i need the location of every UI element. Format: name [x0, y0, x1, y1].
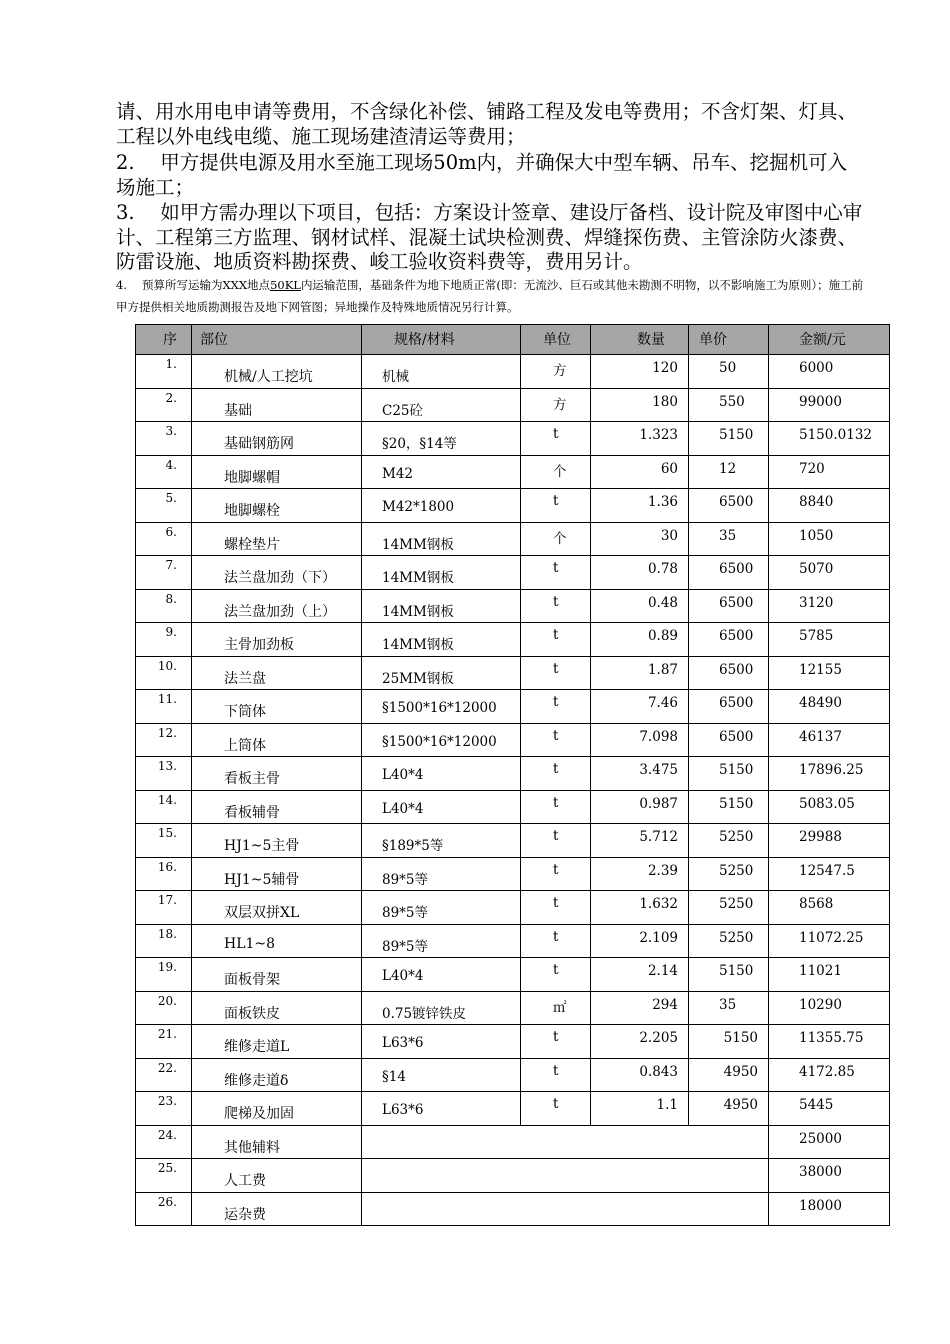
cell-seq: 15. — [136, 824, 192, 858]
cell-unit: t — [521, 422, 591, 456]
cell-part: HL1~8 — [192, 924, 362, 958]
cell-unit: t — [521, 556, 591, 590]
cell-seq: 16. — [136, 857, 192, 891]
cell-part: 面板骨架 — [192, 958, 362, 992]
cell-seq: 10. — [136, 656, 192, 690]
paragraph-item-3: 3. 如甲方需办理以下项目，包括：方案设计签章、建设厅备档、设计院及审图中心审计、工程第三方监理、钢材试样、混凝土试块检测费、焊缝探伤费、主管涂防火漆费、防雷设施、地质资料勘探费、峻工验收资料费等，费用另计。 — [116, 201, 863, 273]
cell-amount: 5070 — [769, 556, 890, 590]
cell-spec: L63*6 — [362, 1025, 521, 1059]
item-number: 4. — [116, 278, 127, 292]
cell-qty: 30 — [591, 522, 689, 556]
cell-qty: 2.109 — [591, 924, 689, 958]
cell-seq: 5. — [136, 489, 192, 523]
cell-qty: 5.712 — [591, 824, 689, 858]
table-row — [136, 690, 890, 724]
cell-price: 6500 — [689, 723, 769, 757]
cell-price: 5150 — [689, 422, 769, 456]
cell-unit: t — [521, 656, 591, 690]
cell-price: 4950 — [689, 1058, 769, 1092]
cell-amount: 99000 — [769, 388, 890, 422]
table-row — [136, 1159, 890, 1193]
cell-price: 5250 — [689, 857, 769, 891]
cell-qty: 3.475 — [591, 757, 689, 791]
cell-amount: 8840 — [769, 489, 890, 523]
header-spec: 规格/材料 — [362, 325, 521, 355]
cell-seq: 2. — [136, 388, 192, 422]
cell-spec: 14MM钢板 — [362, 556, 521, 590]
cell-merged-empty — [362, 1159, 769, 1193]
cell-price: 5150 — [689, 790, 769, 824]
table-row — [136, 623, 890, 657]
cell-seq: 24. — [136, 1125, 192, 1159]
cell-seq: 21. — [136, 1025, 192, 1059]
cell-amount: 3120 — [769, 589, 890, 623]
cell-spec: 14MM钢板 — [362, 623, 521, 657]
cell-part: HJ1~5主骨 — [192, 824, 362, 858]
cell-price: 35 — [689, 991, 769, 1025]
table-row — [136, 556, 890, 590]
cell-price: 550 — [689, 388, 769, 422]
cell-part: 运杂费 — [192, 1192, 362, 1226]
cell-seq: 6. — [136, 522, 192, 556]
header-part: 部位 — [192, 325, 362, 355]
cell-unit: t — [521, 924, 591, 958]
cell-unit: t — [521, 489, 591, 523]
table-row — [136, 455, 890, 489]
cell-spec: §1500*16*12000 — [362, 723, 521, 757]
cell-amount: 5785 — [769, 623, 890, 657]
cell-seq: 25. — [136, 1159, 192, 1193]
table-row — [136, 388, 890, 422]
cell-unit: t — [521, 589, 591, 623]
cell-amount: 11021 — [769, 958, 890, 992]
budget-table — [135, 324, 890, 1226]
cell-qty: 2.39 — [591, 857, 689, 891]
table-row — [136, 489, 890, 523]
cell-seq: 8. — [136, 589, 192, 623]
cell-qty: 120 — [591, 355, 689, 389]
cell-price: 6500 — [689, 623, 769, 657]
note-text-b: 内运输范围，基础条件为地下地质正常(即：无流沙、巨石或其他未勘测不明物，以不影响施工为原则）；施工前甲方提供相关地质勘测报告及地下网管图；异地操作及特殊地质情况另行计算。 — [116, 278, 864, 314]
cell-unit: t — [521, 1025, 591, 1059]
cell-part: 其他辅料 — [192, 1125, 362, 1159]
cell-price: 5150 — [689, 1025, 769, 1059]
cell-seq: 20. — [136, 991, 192, 1025]
cell-seq: 3. — [136, 422, 192, 456]
cell-qty: 7.098 — [591, 723, 689, 757]
cell-amount: 720 — [769, 455, 890, 489]
cell-spec: §1500*16*12000 — [362, 690, 521, 724]
cell-part: 面板铁皮 — [192, 991, 362, 1025]
cell-qty: 0.843 — [591, 1058, 689, 1092]
table-row — [136, 1058, 890, 1092]
cell-seq: 4. — [136, 455, 192, 489]
cell-spec: C25砼 — [362, 388, 521, 422]
cell-qty: 180 — [591, 388, 689, 422]
cell-amount: 11072.25 — [769, 924, 890, 958]
cell-part: 人工费 — [192, 1159, 362, 1193]
cell-unit: t — [521, 757, 591, 791]
cell-qty: 1.323 — [591, 422, 689, 456]
note-text-a: 预算所写运输为XXX地点 — [142, 278, 271, 292]
cell-qty: 1.632 — [591, 891, 689, 925]
table-row — [136, 891, 890, 925]
cell-unit: t — [521, 1058, 591, 1092]
table-row — [136, 991, 890, 1025]
cell-part: 螺栓垫片 — [192, 522, 362, 556]
table-body — [136, 355, 890, 1226]
table-row — [136, 1092, 890, 1126]
cell-seq: 22. — [136, 1058, 192, 1092]
cell-qty: 0.89 — [591, 623, 689, 657]
cell-unit: t — [521, 958, 591, 992]
table-row — [136, 522, 890, 556]
cell-unit: t — [521, 1092, 591, 1126]
cell-unit: t — [521, 790, 591, 824]
cell-amount: 29988 — [769, 824, 890, 858]
paragraph-exclusions: 请、用水用电申请等费用，不含绿化补偿、铺路工程及发电等费用；不含灯架、灯具、工程以外电线电缆、施工现场建渣清运等费用； — [116, 100, 858, 148]
table-row — [136, 958, 890, 992]
cell-part: 看板主骨 — [192, 757, 362, 791]
cell-price: 50 — [689, 355, 769, 389]
cell-seq: 19. — [136, 958, 192, 992]
cell-amount: 12547.5 — [769, 857, 890, 891]
cell-unit: t — [521, 857, 591, 891]
cell-amount: 17896.25 — [769, 757, 890, 791]
table-row — [136, 656, 890, 690]
cell-part: 爬梯及加固 — [192, 1092, 362, 1126]
header-seq: 序 — [136, 325, 192, 355]
cell-amount: 38000 — [769, 1159, 890, 1193]
table-row — [136, 422, 890, 456]
cell-spec: L63*6 — [362, 1092, 521, 1126]
cell-qty: 0.48 — [591, 589, 689, 623]
cell-seq: 13. — [136, 757, 192, 791]
cell-spec: L40*4 — [362, 958, 521, 992]
cell-part: 机械/人工挖坑 — [192, 355, 362, 389]
cell-spec: 89*5等 — [362, 924, 521, 958]
cell-spec: 0.75镀锌铁皮 — [362, 991, 521, 1025]
cell-unit: t — [521, 824, 591, 858]
cell-spec: 14MM钢板 — [362, 589, 521, 623]
cell-part: 法兰盘 — [192, 656, 362, 690]
cell-qty: 1.87 — [591, 656, 689, 690]
cell-part: 双层双拼XL — [192, 891, 362, 925]
cell-amount: 5445 — [769, 1092, 890, 1126]
table-row — [136, 589, 890, 623]
cell-spec: 25MM钢板 — [362, 656, 521, 690]
cell-merged-empty — [362, 1125, 769, 1159]
cell-amount: 46137 — [769, 723, 890, 757]
cell-price: 5250 — [689, 891, 769, 925]
cell-price: 5150 — [689, 757, 769, 791]
cell-unit: 方 — [521, 388, 591, 422]
cell-seq: 18. — [136, 924, 192, 958]
cell-qty: 2.205 — [591, 1025, 689, 1059]
cell-amount: 5150.0132 — [769, 422, 890, 456]
cell-part: 维修走道L — [192, 1025, 362, 1059]
cell-price: 6500 — [689, 656, 769, 690]
table-row — [136, 924, 890, 958]
cell-spec: L40*4 — [362, 757, 521, 791]
cell-price: 6500 — [689, 489, 769, 523]
cell-price: 6500 — [689, 556, 769, 590]
cell-price: 5150 — [689, 958, 769, 992]
cell-amount: 18000 — [769, 1192, 890, 1226]
table-row — [136, 757, 890, 791]
cell-price: 12 — [689, 455, 769, 489]
cell-spec: 89*5等 — [362, 857, 521, 891]
table-row — [136, 790, 890, 824]
cell-part: 地脚螺栓 — [192, 489, 362, 523]
cell-amount: 12155 — [769, 656, 890, 690]
cell-price: 35 — [689, 522, 769, 556]
cell-amount: 6000 — [769, 355, 890, 389]
cell-spec: §14 — [362, 1058, 521, 1092]
cell-seq: 9. — [136, 623, 192, 657]
cell-spec: M42 — [362, 455, 521, 489]
cell-amount: 1050 — [769, 522, 890, 556]
cell-part: 法兰盘加劲（下） — [192, 556, 362, 590]
table-row — [136, 1025, 890, 1059]
cell-price: 6500 — [689, 690, 769, 724]
cell-qty: 294 — [591, 991, 689, 1025]
header-amount: 金额/元 — [769, 325, 890, 355]
cell-part: 看板辅骨 — [192, 790, 362, 824]
cell-spec: L40*4 — [362, 790, 521, 824]
cell-qty: 7.46 — [591, 690, 689, 724]
cell-seq: 1. — [136, 355, 192, 389]
header-unit: 单位 — [521, 325, 591, 355]
cell-unit: 个 — [521, 522, 591, 556]
table-row — [136, 355, 890, 389]
cell-amount: 8568 — [769, 891, 890, 925]
cell-seq: 12. — [136, 723, 192, 757]
cell-part: HJ1~5辅骨 — [192, 857, 362, 891]
cell-spec: §189*5等 — [362, 824, 521, 858]
cell-price: 5250 — [689, 824, 769, 858]
header-qty: 数量 — [591, 325, 689, 355]
cell-merged-empty — [362, 1192, 769, 1226]
cell-amount: 4172.85 — [769, 1058, 890, 1092]
cell-part: 基础 — [192, 388, 362, 422]
cell-part: 维修走道δ — [192, 1058, 362, 1092]
table-header-row — [136, 325, 890, 355]
cell-seq: 23. — [136, 1092, 192, 1126]
cell-seq: 7. — [136, 556, 192, 590]
note-distance: 50KL — [270, 278, 301, 292]
paragraph-item-4 — [116, 274, 866, 318]
cell-amount: 25000 — [769, 1125, 890, 1159]
cell-unit: t — [521, 623, 591, 657]
cell-amount: 10290 — [769, 991, 890, 1025]
cell-qty: 2.14 — [591, 958, 689, 992]
cell-unit: ㎡ — [521, 991, 591, 1025]
table-row — [136, 857, 890, 891]
cell-seq: 17. — [136, 891, 192, 925]
cell-spec: 89*5等 — [362, 891, 521, 925]
cell-part: 基础钢筋网 — [192, 422, 362, 456]
cell-amount: 5083.05 — [769, 790, 890, 824]
cell-price: 5250 — [689, 924, 769, 958]
cell-seq: 11. — [136, 690, 192, 724]
cell-unit: t — [521, 723, 591, 757]
table-row — [136, 824, 890, 858]
cell-spec: M42*1800 — [362, 489, 521, 523]
cell-unit: t — [521, 690, 591, 724]
cell-qty: 0.78 — [591, 556, 689, 590]
cell-unit: t — [521, 891, 591, 925]
cell-seq: 14. — [136, 790, 192, 824]
cell-spec: 机械 — [362, 355, 521, 389]
header-price: 单价 — [689, 325, 769, 355]
cell-amount: 48490 — [769, 690, 890, 724]
cell-qty: 1.36 — [591, 489, 689, 523]
cell-part: 地脚螺帽 — [192, 455, 362, 489]
cell-part: 上筒体 — [192, 723, 362, 757]
paragraph-item-2: 2. 甲方提供电源及用水至施工现场50m内，并确保大中型车辆、吊车、挖掘机可入场施工； — [116, 151, 848, 199]
table-row — [136, 1125, 890, 1159]
cell-part: 主骨加劲板 — [192, 623, 362, 657]
cell-amount: 11355.75 — [769, 1025, 890, 1059]
cell-unit: 方 — [521, 355, 591, 389]
cell-price: 6500 — [689, 589, 769, 623]
cell-seq: 26. — [136, 1192, 192, 1226]
table-row — [136, 1192, 890, 1226]
cell-qty: 60 — [591, 455, 689, 489]
cell-qty: 0.987 — [591, 790, 689, 824]
cell-part: 法兰盘加劲（上） — [192, 589, 362, 623]
cell-unit: 个 — [521, 455, 591, 489]
cell-price: 4950 — [689, 1092, 769, 1126]
table-row — [136, 723, 890, 757]
cell-qty: 1.1 — [591, 1092, 689, 1126]
cell-part: 下筒体 — [192, 690, 362, 724]
cell-spec: §20，§14等 — [362, 422, 521, 456]
cell-spec: 14MM钢板 — [362, 522, 521, 556]
